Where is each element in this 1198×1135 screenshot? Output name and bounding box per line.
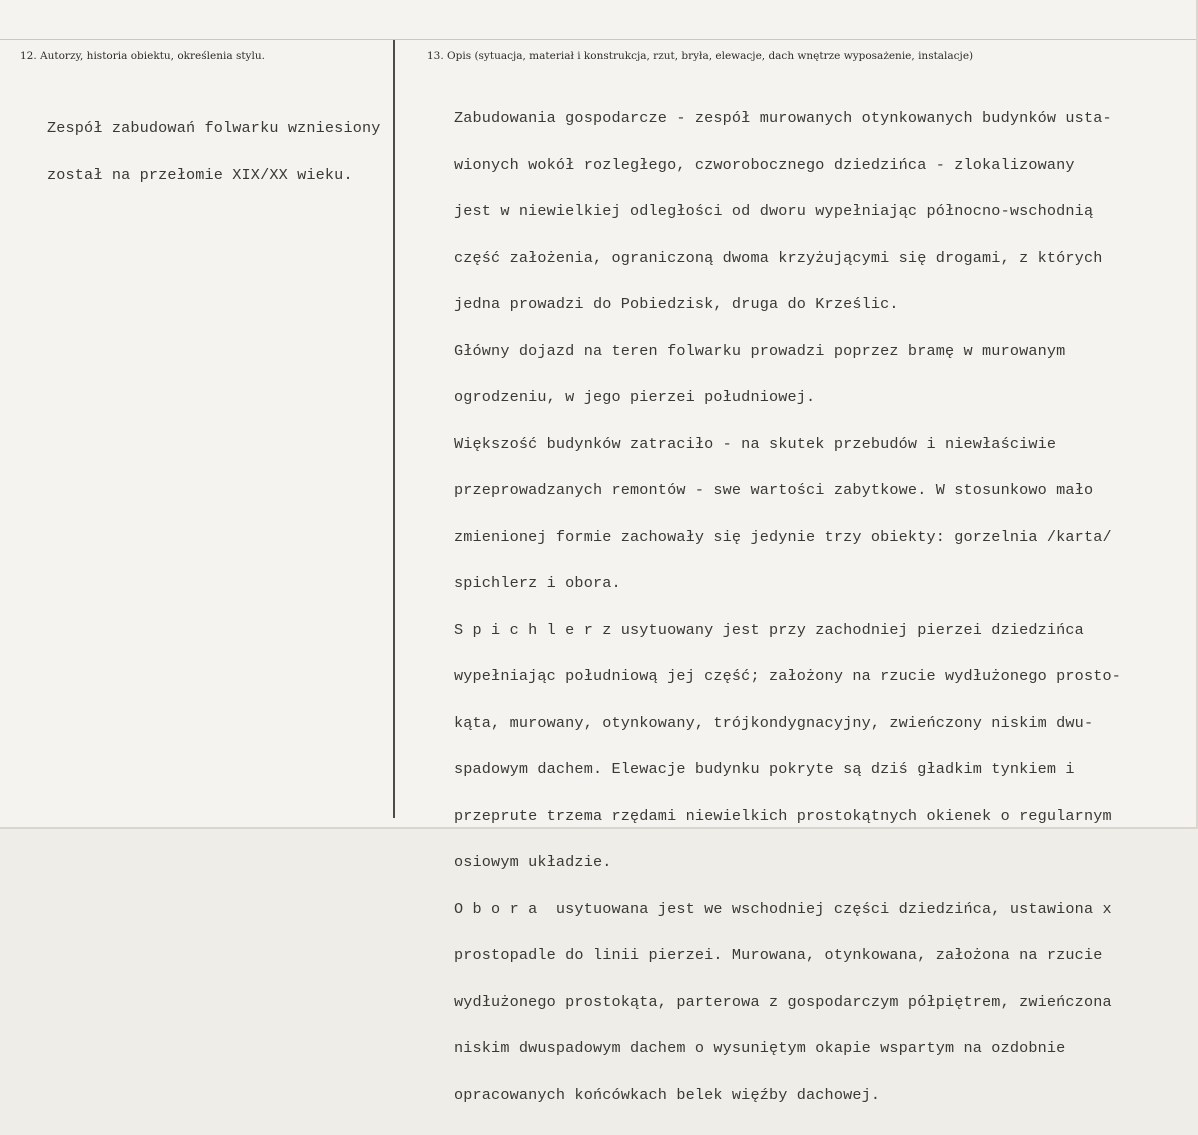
text-line: Główny dojazd na teren folwarku prowadzi poprzez bramę w murowanym [454,341,1066,360]
text-line: zmienionej formie zachowały się jedynie trzy obiekty: gorzelnia /karta/ [454,527,1112,546]
text-line: Zespół zabudowań folwarku wzniesiony [47,119,381,137]
text-line: jedna prowadzi do Pobiedzisk, druga do Krześlic. [454,295,899,313]
text-line: prostopadle do linii pierzei. Murowana, otynkowana, założona na rzucie [454,946,1103,964]
text-line: wypełniając południową jej część; założony na rzucie wydłużonego prosto- [454,667,1122,685]
section-13-header: 13. Opis (sytuacja, materiał i konstrukcja, rzut, bryła, elewacje, dach wnętrze wyposażenie, instalacje) [427,50,974,62]
text-line: jest w niewielkiej odległości od dworu wypełniając północno-wschodnią [454,202,1094,220]
text-line: Zabudowania gospodarcze - zespół murowanych otynkowanych budynków usta- [454,109,1112,127]
text-line: spichlerz i obora. [454,574,621,592]
text-line: Większość budynków zatraciło - na skutek przebudów i niewłaściwie [454,434,1057,453]
text-line: został na przełomie XIX/XX wieku. [47,165,353,184]
text-line: S p i c h l e r z usytuowany jest przy zachodniej pierzei dziedzińca [454,620,1084,639]
text-line: przeprowadzanych remontów - swe wartości zabytkowe. W stosunkowo mało [454,481,1094,499]
text-line: opracowanych końcówkach belek więźby dachowej. [454,1085,881,1104]
text-line: przeprute trzema rzędami niewielkich prostokątnych okienek o regularnym [454,806,1112,825]
column-divider [393,40,395,818]
text-line: spadowym dachem. Elewacje budynku pokryte są dziś gładkim tynkiem i [454,760,1075,778]
section-13-text [454,80,1121,1134]
text-line: część założenia, ograniczoną dwoma krzyżującymi się drogami, z których [454,248,1103,267]
text-line: niskim dwuspadowym dachem o wysuniętym okapie wspartym na ozdobnie [454,1039,1066,1057]
text-line: ogrodzeniu, w jego pierzei południowej. [454,388,816,406]
text-line: O b o r a usytuowana jest we wschodniej części dziedzińca, ustawiona x [454,899,1112,918]
text-line: osiowym układzie. [454,853,612,871]
text-line: wydłużonego prostokąta, parterowa z gospodarczym półpiętrem, zwieńczona [454,992,1112,1011]
top-rule [0,39,1196,40]
text-line: wionych wokół rozległego, czworobocznego dziedzińca - zlokalizowany [454,155,1075,174]
section-12-text [47,90,381,214]
section-12-header: 12. Autorzy, historia obiektu, określenia stylu. [20,50,265,62]
text-line: kąta, murowany, otynkowany, trójkondygnacyjny, zwieńczony niskim dwu- [454,713,1094,732]
